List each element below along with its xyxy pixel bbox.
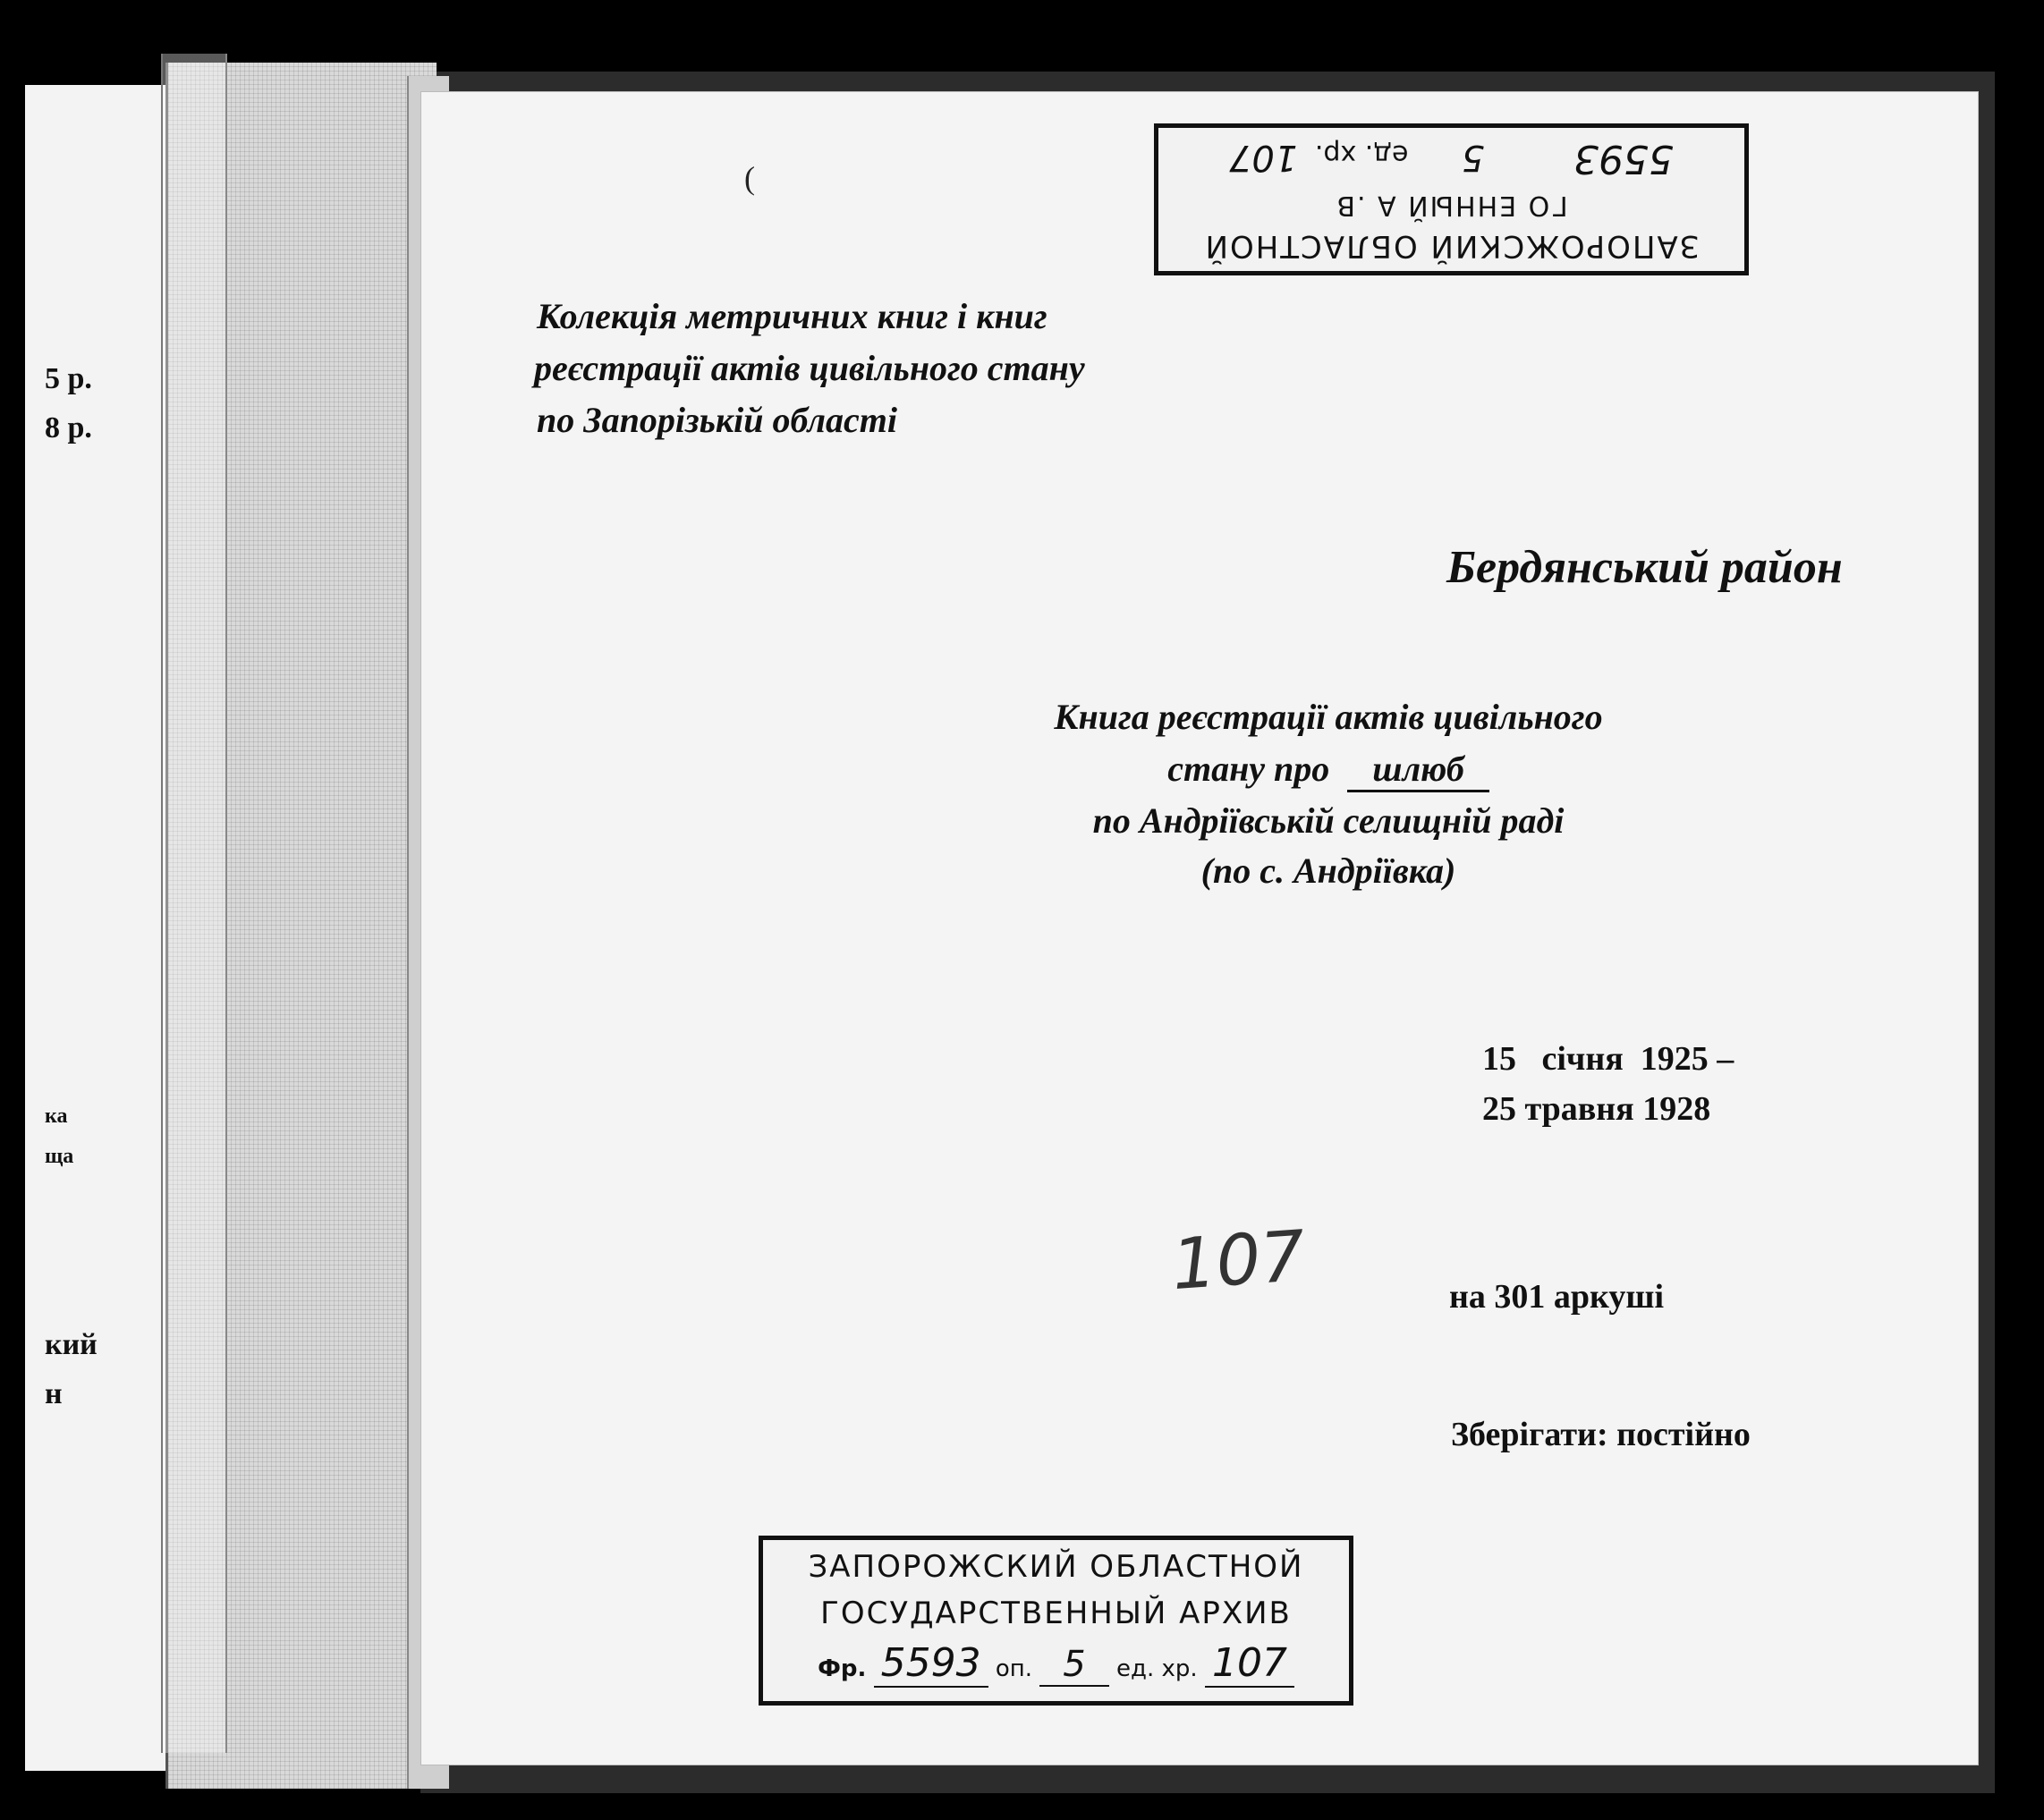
district-title: Бердянський район [1446, 542, 1843, 593]
spine-text: ща [45, 1145, 74, 1168]
stamp-line-2: ГОСУДАРСТВЕННЫЙ АРХИВ [820, 1596, 1292, 1631]
stamp-item-label: ед. хр. [1314, 139, 1409, 170]
handwritten-number: 107 [1169, 1215, 1308, 1307]
date-range-end: 25 травня 1928 [1482, 1090, 1711, 1128]
storage-term: Зберігати: постійно [1451, 1416, 1751, 1453]
spine-text: 8 р. [45, 411, 92, 444]
stamp-item-value: 107 [1228, 137, 1298, 178]
spine-text: ка [45, 1105, 68, 1128]
spine-label-strip [25, 85, 183, 1771]
stamp-item-value: 107 [1205, 1640, 1294, 1688]
collection-title-line-2: реєстрації актів цивільного стану [534, 348, 1085, 388]
stamp-item-label: ед. хр. [1116, 1655, 1198, 1682]
archive-stamp-inverted [1154, 123, 1749, 275]
stamp-opis-label: оп. [995, 1655, 1033, 1682]
title-page [420, 91, 1979, 1765]
stamp-opis-value: 5 [1039, 1644, 1108, 1687]
stamp-opis-value: 5 [1462, 137, 1485, 178]
stamp-fond-value: 5593 [1573, 136, 1675, 182]
collection-title-line-3: по Запорізькій області [537, 400, 897, 440]
spine-text: кий [45, 1328, 98, 1361]
book-title-prefix: стану про [1167, 749, 1330, 789]
stamp-line-1: ЗАПОРОЖСКИЙ ОБЛАСТНОЙ [1203, 228, 1700, 264]
collection-title-line-1: Колекція метричних книг і книг [537, 296, 1047, 336]
stamp-fond-label: Фр. [818, 1655, 867, 1682]
stamp-fond-value: 5593 [874, 1640, 988, 1688]
book-title-line-3: по Андріївській селищній раді [1092, 800, 1565, 841]
book-title-line-2 [912, 748, 1744, 792]
marriage-underlined: шлюб [1347, 748, 1488, 792]
spine-text: н [45, 1377, 63, 1410]
pencil-mark: ( [744, 160, 755, 196]
date-range-start: 15 січня 1925 – [1482, 1040, 1734, 1078]
stamp-line-2: ГО ЕННЫЙ А .В [1335, 190, 1568, 221]
stamp-line-1: ЗАПОРОЖСКИЙ ОБЛАСТНОЙ [808, 1549, 1304, 1585]
spine-tape [161, 54, 227, 1753]
book-title-line-4: (по с. Андріївка) [1200, 851, 1456, 891]
book-title-line-1: Книга реєстрації актів цивільного [1054, 697, 1603, 737]
spine-text: 5 р. [45, 362, 92, 395]
sheet-count: на 301 аркуші [1449, 1278, 1665, 1316]
archive-stamp [759, 1536, 1353, 1706]
